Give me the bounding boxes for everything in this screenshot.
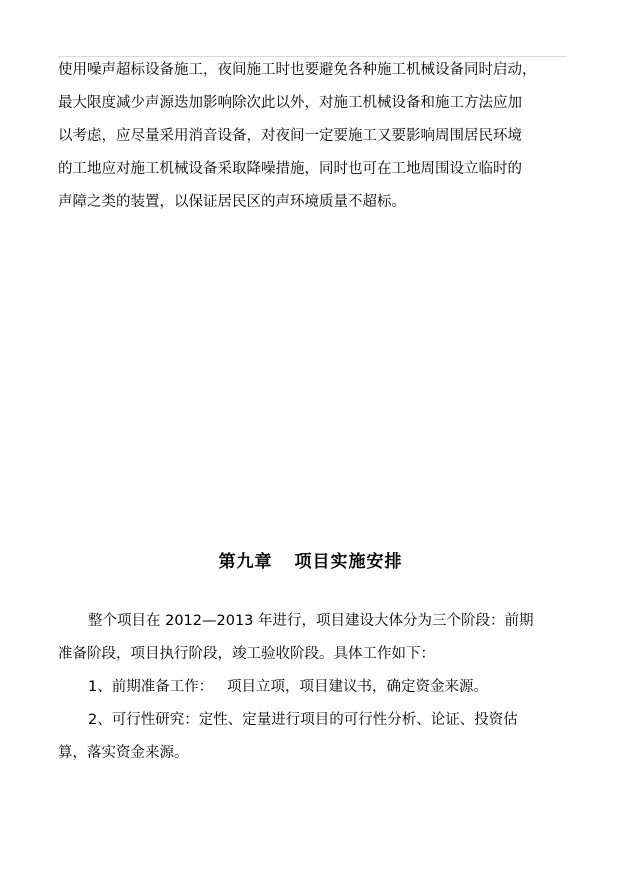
paragraph-line: 整个项目在 2012—2013 年进行，项目建设大体分为三个阶段：前期: [88, 613, 534, 629]
project-intro-paragraph: [58, 605, 568, 671]
paragraph-line: 使用噪声超标设备施工，夜间施工时也要避免各种施工机械设备同时启动，: [58, 62, 537, 78]
paragraph-line: 以考虑，应尽量采用消音设备，对夜间一定要施工又要影响周围居民环境: [58, 128, 522, 144]
noise-control-paragraph: [58, 54, 568, 219]
chapter-heading: [0, 547, 621, 577]
paragraph-line: 算，落实资金来源。: [58, 745, 189, 761]
list-item-preparation: [58, 671, 568, 704]
paragraph-line: 声障之类的装置，以保证居民区的声环境质量不超标。: [58, 194, 406, 210]
paragraph-line: 最大限度减少声源迭加影响除次此以外，对施工机械设备和施工方法应加: [58, 95, 522, 111]
paragraph-line: 2、可行性研究：定性、定量进行项目的可行性分析、论证、投资估: [88, 712, 518, 728]
paragraph-line: 的工地应对施工机械设备采取降噪措施，同时也可在工地周围设立临时的: [58, 161, 522, 177]
chapter-number: 第九章: [218, 552, 273, 572]
chapter-title: 项目实施安排: [294, 552, 403, 572]
list-item-feasibility: [58, 704, 568, 770]
paragraph-line: 准备阶段，项目执行阶段，竣工验收阶段。具体工作如下：: [58, 646, 435, 662]
list-item-text: 1、前期准备工作： 项目立项，项目建议书，确定资金来源。: [88, 679, 489, 695]
